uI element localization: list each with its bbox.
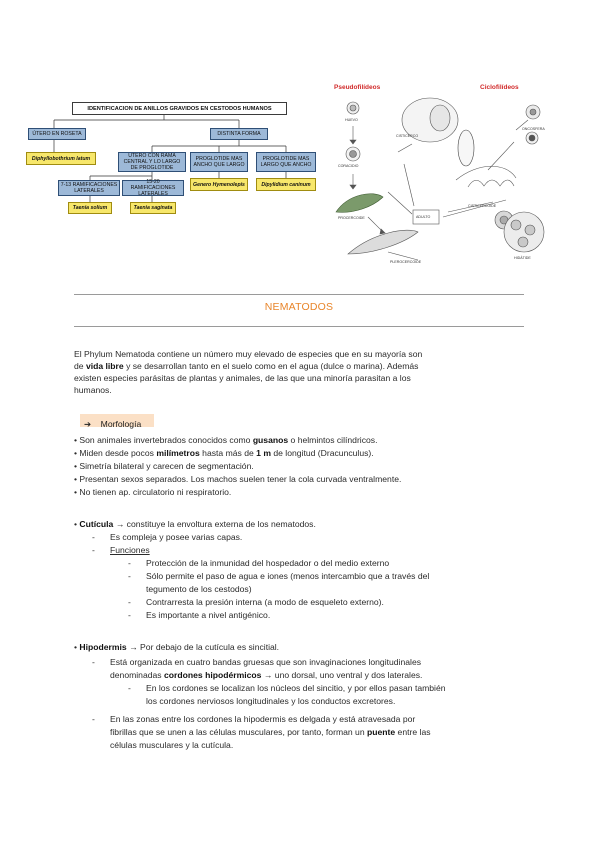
bold-hipodermis: Hipodermis xyxy=(79,642,127,652)
hipodermis-text: → uno dorsal, uno ventral y dos laterales. xyxy=(261,670,423,680)
cuticula-funciones: Funciones xyxy=(110,545,150,555)
label-plerocercoide: PLEROCERCOIDE xyxy=(390,260,422,264)
lifecycle-drawing xyxy=(328,82,556,272)
label-procercoide: PROCERCOIDE xyxy=(338,216,365,220)
box-hymenolepis: Genero Hymenolepis xyxy=(190,178,248,191)
divider-top xyxy=(74,294,524,295)
funcion-dash-1: - xyxy=(128,558,131,568)
box-branches-many: 15-20 RAMIFICACIONES LATERALES xyxy=(122,180,184,196)
box-proglottid-long: PROGLOTIDE MAS LARGO QUE ANCHO xyxy=(256,152,316,172)
funcion-4: Es importante a nivel antigénico. xyxy=(146,610,271,620)
intro-line-2 xyxy=(74,361,418,372)
morfologia-label: Morfología xyxy=(100,419,142,429)
box-dipylidium: Dipylidium caninum xyxy=(256,178,316,191)
funcion-dash-2: - xyxy=(128,571,131,581)
hipodermis-text: fibrillas que se unen a las células musculares, por tanto, forman un xyxy=(110,727,367,737)
box-uterus-rosette: ÚTERO EN ROSETA xyxy=(28,128,86,140)
bullet-5: • No tienen ap. circulatorio ni respiratorio. xyxy=(74,487,232,497)
morfologia-heading xyxy=(80,414,154,427)
hipodermis-text: entre las xyxy=(395,727,431,737)
bullet-mark: • xyxy=(74,642,80,652)
intro-bold-vida-libre: vida libre xyxy=(85,361,124,371)
bullet-4: • Presentan sexos separados. Los machos suelen tener la cola curvada ventralmente. xyxy=(74,474,402,484)
bullet-mark: • xyxy=(74,519,80,529)
hipodermis-item-1a: Está organizada en cuatro bandas gruesas que son invaginaciones longitudinales xyxy=(110,657,422,667)
label-cisticercoide: CISTICERCOIDE xyxy=(468,204,497,208)
hipodermis-item-1b xyxy=(110,670,422,681)
bold-1m: 1 m xyxy=(256,448,271,458)
cuticula-heading xyxy=(74,519,316,530)
bullet-3: • Simetría bilateral y carecen de segmentación. xyxy=(74,461,254,471)
cestode-identification-flowchart xyxy=(24,96,324,231)
funcion-2b: tegumento de los cestodos) xyxy=(146,584,252,594)
box-branches-few: 7-13 RAMIFICACIONES LATERALES xyxy=(58,180,120,196)
label-cyclophyllidea: Ciclofilídeos xyxy=(480,84,519,91)
funcion-1: Protección de la inmunidad del hospedador o del medio externo xyxy=(146,558,390,568)
intro-text: de xyxy=(74,361,86,371)
label-coracidio: CORACIDIO xyxy=(338,164,359,168)
hipodermis-dash-1: - xyxy=(92,657,95,667)
cuticula-dash-1: - xyxy=(92,532,95,542)
section-title: NEMATODOS xyxy=(264,301,334,313)
bullet-2 xyxy=(74,448,374,459)
intro-line-3: existen especies parásitas de plantas y animales, de las que una minoría parasitan a los xyxy=(74,373,411,383)
funcion-3: Contrarresta la presión interna (a modo de esqueleto externo). xyxy=(146,597,384,607)
hipodermis-item-2a: En las zonas entre los cordones la hipodermis es delgada y está atravesada por xyxy=(110,714,416,724)
cuticula-item-1: Es compleja y posee varias capas. xyxy=(110,532,243,542)
cestode-lifecycle-figure xyxy=(328,82,556,272)
box-taenia-solium: Taenia solium xyxy=(68,202,112,214)
label-cisticerco: CISTICERCO xyxy=(396,134,419,138)
hipodermis-sub-1a: En los cordones se localizan los núcleos del sincitio, y por ellos pasan también xyxy=(146,683,446,693)
hipodermis-sub-1b: los cordones nerviosos longitudinales y los conductos excretores. xyxy=(146,696,396,706)
hipodermis-text: → Por debajo de la cutícula es sincitial. xyxy=(126,642,280,652)
funcion-dash-4: - xyxy=(128,610,131,620)
bullet-text: • Son animales invertebrados conocidos como xyxy=(74,435,253,445)
bold-cuticula: Cutícula xyxy=(79,519,114,529)
arrow-icon: ➔ xyxy=(84,419,92,429)
hipodermis-item-2c: células musculares y la cutícula. xyxy=(110,740,234,750)
intro-text: y se desarrollan tanto en el suelo como en el agua (dulce o marina). Además xyxy=(123,361,419,371)
hipodermis-text: denominadas xyxy=(110,670,164,680)
cuticula-text: → constituye la envoltura externa de los nematodos. xyxy=(113,519,316,529)
hipodermis-dash-2: - xyxy=(92,714,95,724)
label-oncosfera: ONCOSFERA xyxy=(522,127,545,131)
intro-line-4: humanos. xyxy=(74,385,112,395)
box-diphyllobothrium: Diphyllobothrium latum xyxy=(26,152,96,165)
box-uterus-branch: UTERO CON RAMA CENTRAL Y LO LARGO DE PROGLOTIDE xyxy=(118,152,186,172)
bullet-text: o helmintos cilíndricos. xyxy=(288,435,378,445)
flowchart-title-box: IDENTIFICACION DE ANILLOS GRAVIDOS EN CESTODOS HUMANOS xyxy=(72,102,287,115)
cuticula-dash-2: - xyxy=(92,545,95,555)
hipodermis-heading xyxy=(74,642,279,653)
bold-cordones: cordones hipodérmicos xyxy=(164,670,262,680)
bold-gusanos: gusanos xyxy=(252,435,289,445)
label-pseudophyllidea: Pseudofilídeos xyxy=(334,84,381,91)
box-uterus-other: DISTINTA FORMA xyxy=(210,128,268,140)
box-proglottid-wide: PROGLOTIDE MAS ANCHO QUE LARGO xyxy=(190,152,248,172)
bold-puente: puente xyxy=(367,727,396,737)
hipodermis-item-2b xyxy=(110,727,431,738)
label-hidatide: HIDÁTIDE xyxy=(514,256,531,260)
intro-line-1: El Phylum Nematoda contiene un número muy elevado de especies que en su mayoría son xyxy=(74,349,423,359)
label-adulto: ADULTO xyxy=(416,215,431,219)
divider-bottom xyxy=(74,326,524,327)
label-huevo: HUEVO xyxy=(345,118,358,122)
bullet-1 xyxy=(74,435,377,446)
funcion-2a: Sólo permite el paso de agua e iones (menos intercambio que a través del xyxy=(146,571,430,581)
bullet-text: de longitud (Dracunculus). xyxy=(270,448,374,458)
bold-milimetros: milímetros xyxy=(156,448,200,458)
funcion-dash-3: - xyxy=(128,597,131,607)
box-taenia-saginata: Taenia saginata xyxy=(130,202,176,214)
bullet-text: • Miden desde pocos xyxy=(74,448,157,458)
bullet-text: hasta más de xyxy=(199,448,257,458)
hipodermis-subdash-1: - xyxy=(128,683,131,693)
